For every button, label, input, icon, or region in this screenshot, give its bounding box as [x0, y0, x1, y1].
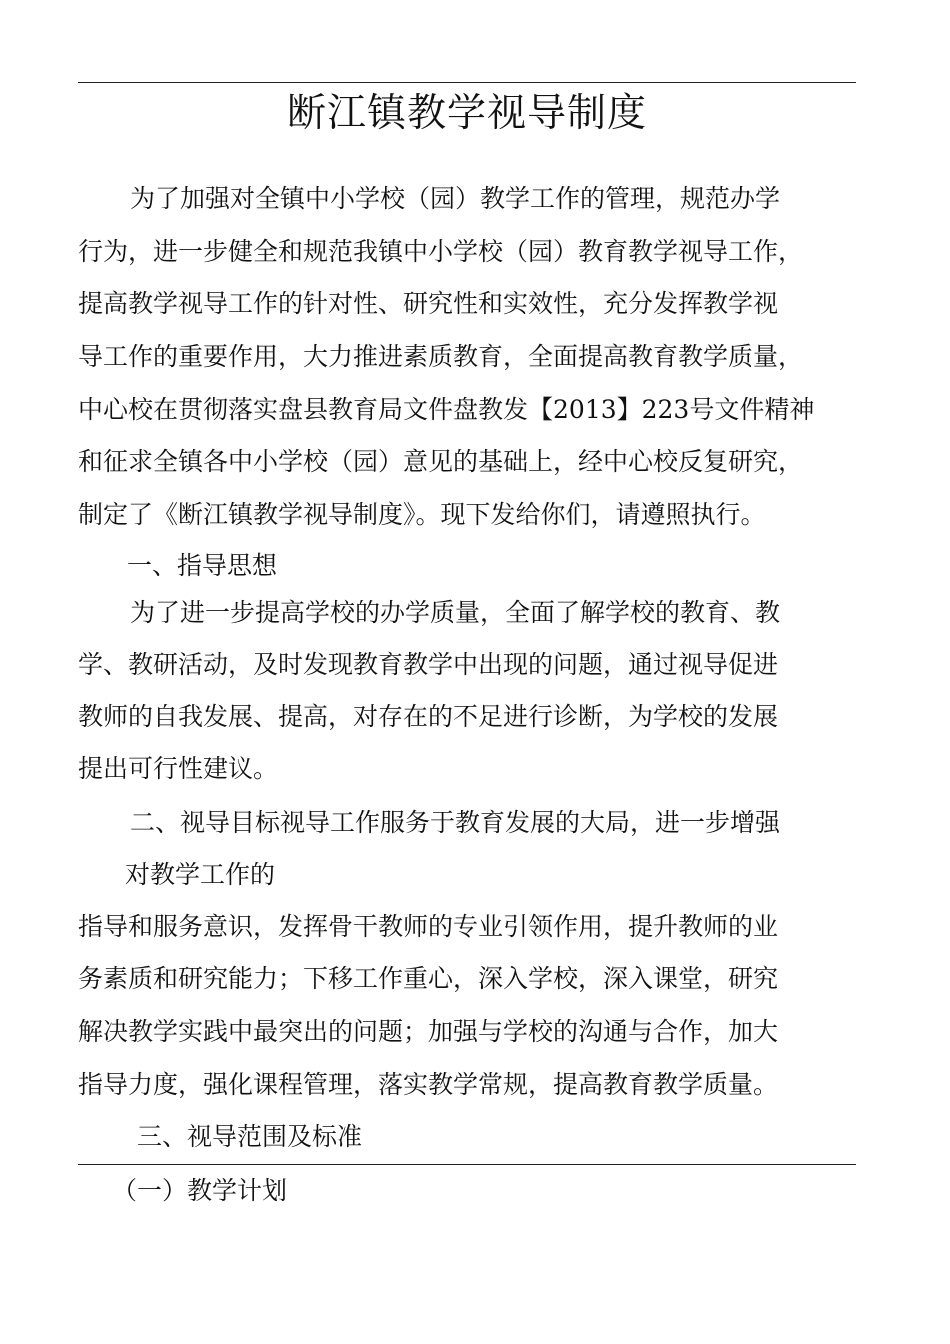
body-line: 务素质和研究能力；下移工作重心，深入学校，深入课堂，研究	[78, 964, 779, 993]
document-title: 断江镇教学视导制度	[286, 91, 647, 136]
section-heading: 二、视导目标视导工作服务于教育发展的大局，进一步增强	[105, 808, 781, 837]
body-line: 中心校在贯彻落实盘县教育局文件盘教发【2013】223号文件精神	[78, 395, 815, 424]
body-line: 为了进一步提高学校的办学质量，全面了解学校的教育、教	[105, 598, 781, 627]
body-line: 指导和服务意识，发挥骨干教师的专业引领作用，提升教师的业	[78, 912, 779, 941]
body-line: 提高教学视导工作的针对性、研究性和实效性，充分发挥教学视	[78, 289, 779, 318]
body-line: 导工作的重要作用，大力推进素质教育，全面提高教育教学质量，	[78, 342, 804, 371]
body-line: 学、教研活动，及时发现教育教学中出现的问题，通过视导促进	[78, 650, 779, 679]
body-line: 为了加强对全镇中小学校（园）教学工作的管理，规范办学	[105, 184, 781, 213]
header-rule	[78, 82, 856, 83]
body-line: 解决教学实践中最突出的问题；加强与学校的沟通与合作，加大	[78, 1017, 779, 1046]
body-line: 和征求全镇各中小学校（园）意见的基础上，经中心校反复研究，	[78, 447, 804, 476]
body-line: 对教学工作的	[125, 860, 276, 889]
body-line: 行为，进一步健全和规范我镇中小学校（园）教育教学视导工作，	[78, 237, 804, 266]
body-line: 提出可行性建议。	[78, 754, 279, 783]
footer-rule	[78, 1164, 856, 1165]
body-line: 教师的自我发展、提高，对存在的不足进行诊断，为学校的发展	[78, 702, 779, 731]
section-heading: 一、指导思想	[127, 551, 278, 580]
subsection-heading: （一）教学计划	[112, 1176, 288, 1205]
section-heading: 三、视导范围及标准	[112, 1122, 363, 1151]
body-line: 指导力度，强化课程管理，落实教学常规，提高教育教学质量。	[78, 1070, 779, 1099]
body-line: 制定了《断江镇教学视导制度》。现下发给你们，请遵照执行。	[78, 500, 766, 529]
